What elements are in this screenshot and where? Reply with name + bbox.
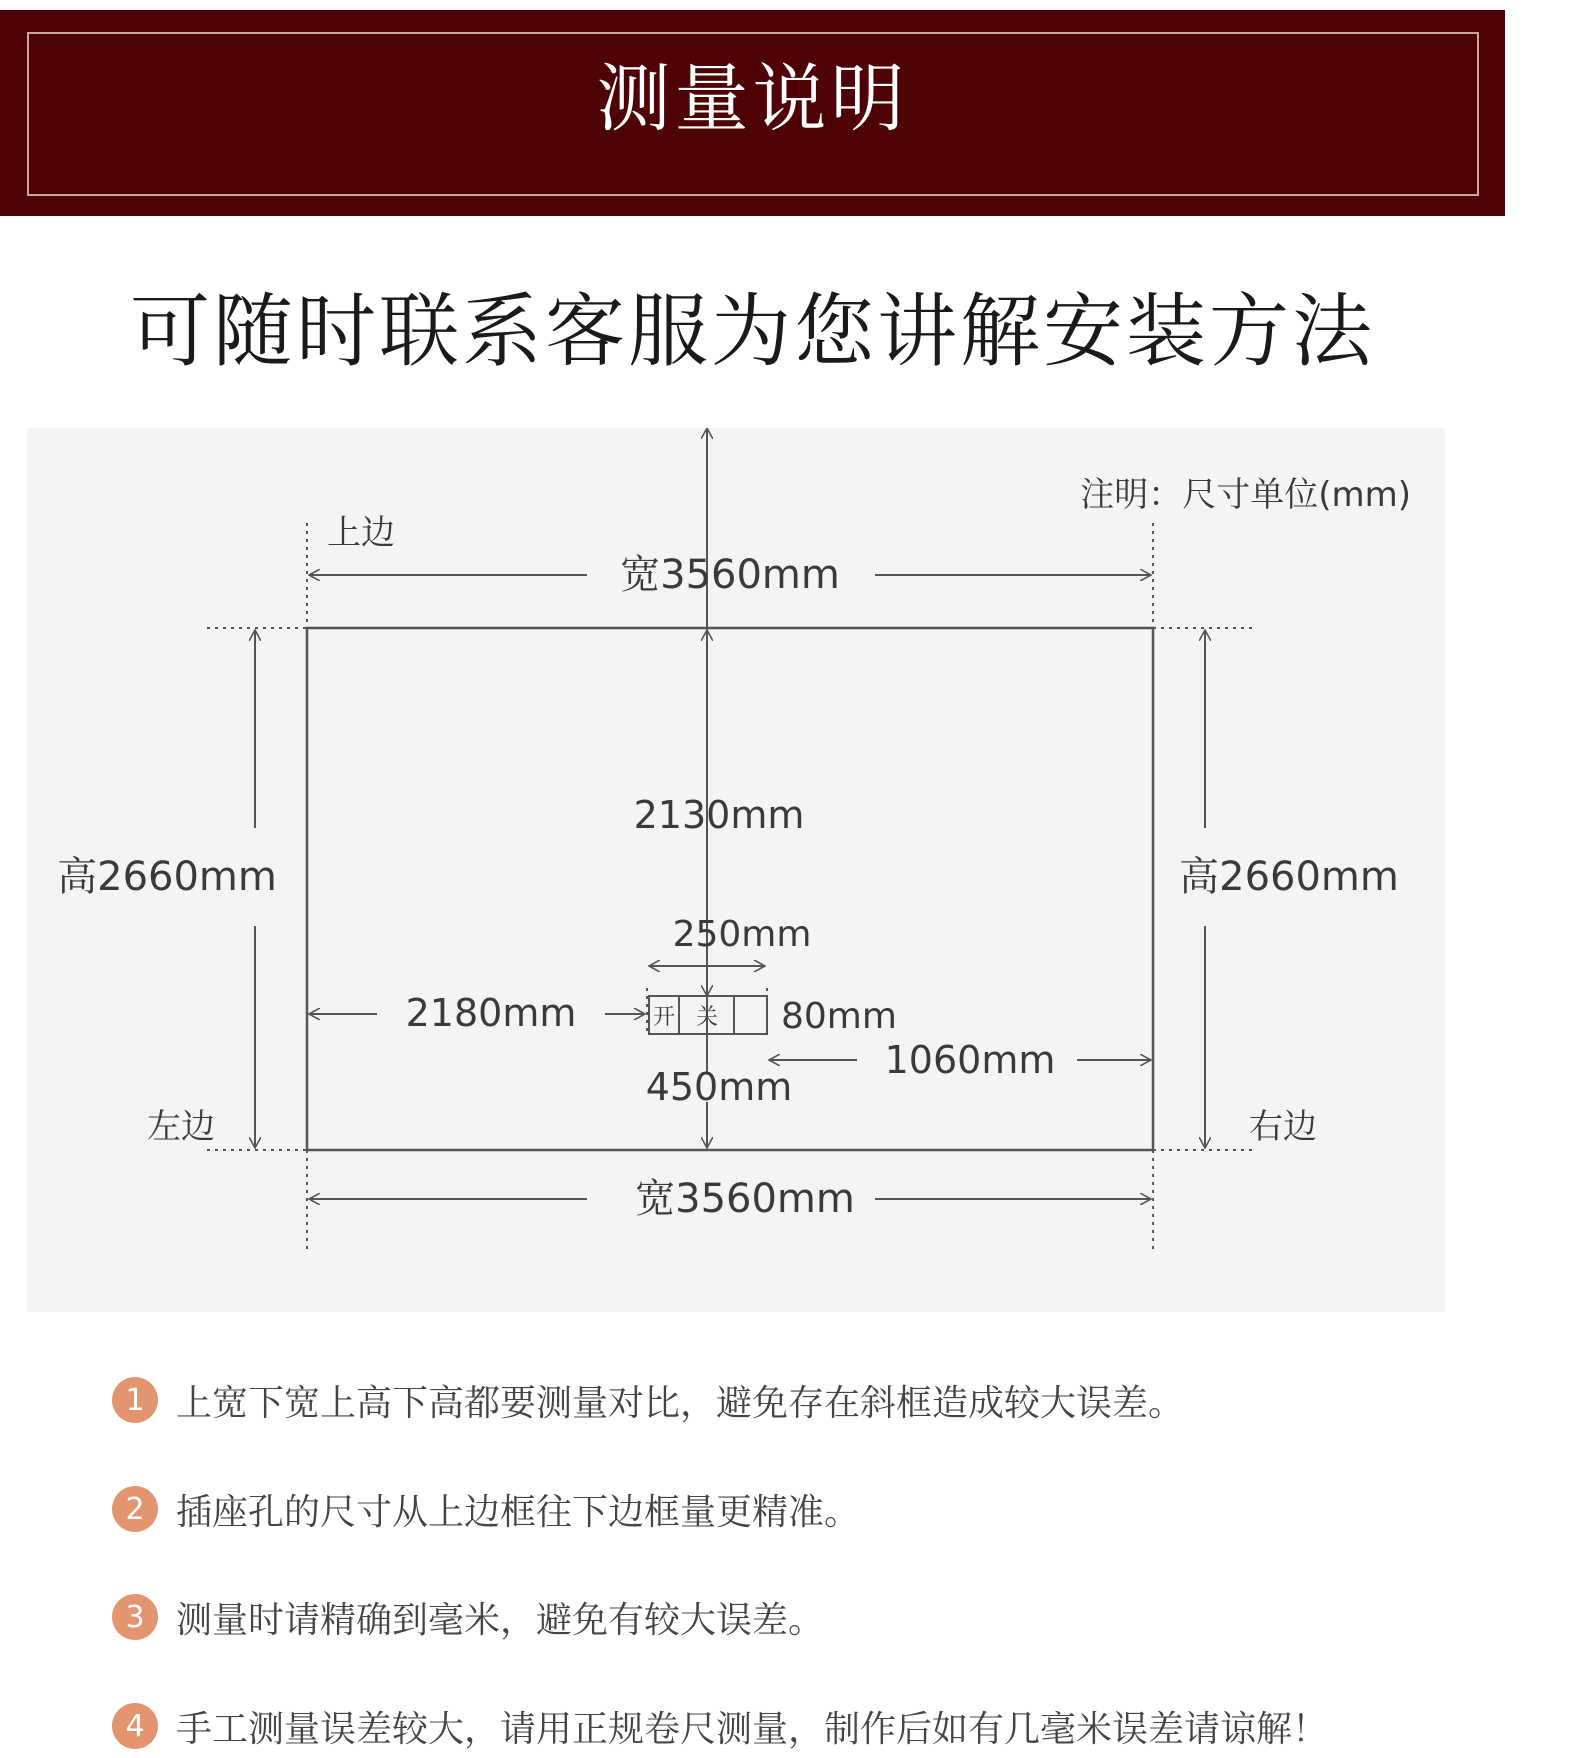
dist-bottom-label: 450mm — [645, 1065, 793, 1109]
left-height-label: 高2660mm — [57, 854, 277, 900]
number-badge: 3 — [112, 1594, 158, 1640]
note-text: 测量时请精确到毫米，避免有较大误差。 — [176, 1599, 825, 1641]
note-item-4 — [112, 1696, 1492, 1756]
right-edge-label: 右边 — [1249, 1107, 1317, 1147]
left-edge-label: 左边 — [147, 1107, 215, 1147]
bottom-width-label: 宽3560mm — [635, 1176, 855, 1222]
top-edge-label: 上边 — [327, 513, 395, 553]
number-badge: 2 — [112, 1486, 158, 1532]
note-item-3 — [112, 1587, 1492, 1647]
note-item-2 — [112, 1479, 1492, 1539]
right-height-label: 高2660mm — [1179, 854, 1399, 900]
number-badge: 4 — [112, 1703, 158, 1749]
number-badge: 1 — [112, 1377, 158, 1423]
measurement-diagram — [27, 428, 1445, 1312]
note-text: 上宽下宽上高下高都要测量对比，避免存在斜框造成较大误差。 — [176, 1382, 1185, 1424]
note-item-1 — [112, 1370, 1492, 1430]
switch-label-1: 开 — [652, 1005, 676, 1030]
box-height-label: 80mm — [781, 996, 897, 1037]
dist-right-label: 1060mm — [884, 1038, 1056, 1082]
dist-top-label: 2130mm — [633, 793, 805, 837]
dist-left-label: 2180mm — [405, 991, 577, 1035]
page-title: 测量说明 — [596, 56, 909, 142]
subtitle: 可随时联系客服为您讲解安装方法 — [130, 285, 1375, 378]
note-text: 插座孔的尺寸从上边框往下边框量更精准。 — [176, 1491, 861, 1533]
note-text: 手工测量误差较大，请用正规卷尺测量，制作后如有几毫米误差请谅解！ — [176, 1708, 1329, 1750]
diagram-svg — [27, 428, 1445, 1312]
switch-label-2: 关 — [695, 1005, 719, 1030]
top-width-label: 宽3560mm — [620, 552, 840, 598]
box-width-label: 250mm — [672, 914, 812, 955]
extension-lines — [207, 523, 1253, 1253]
header-banner — [0, 10, 1505, 216]
unit-note: 注明：尺寸单位(mm) — [1080, 475, 1411, 515]
